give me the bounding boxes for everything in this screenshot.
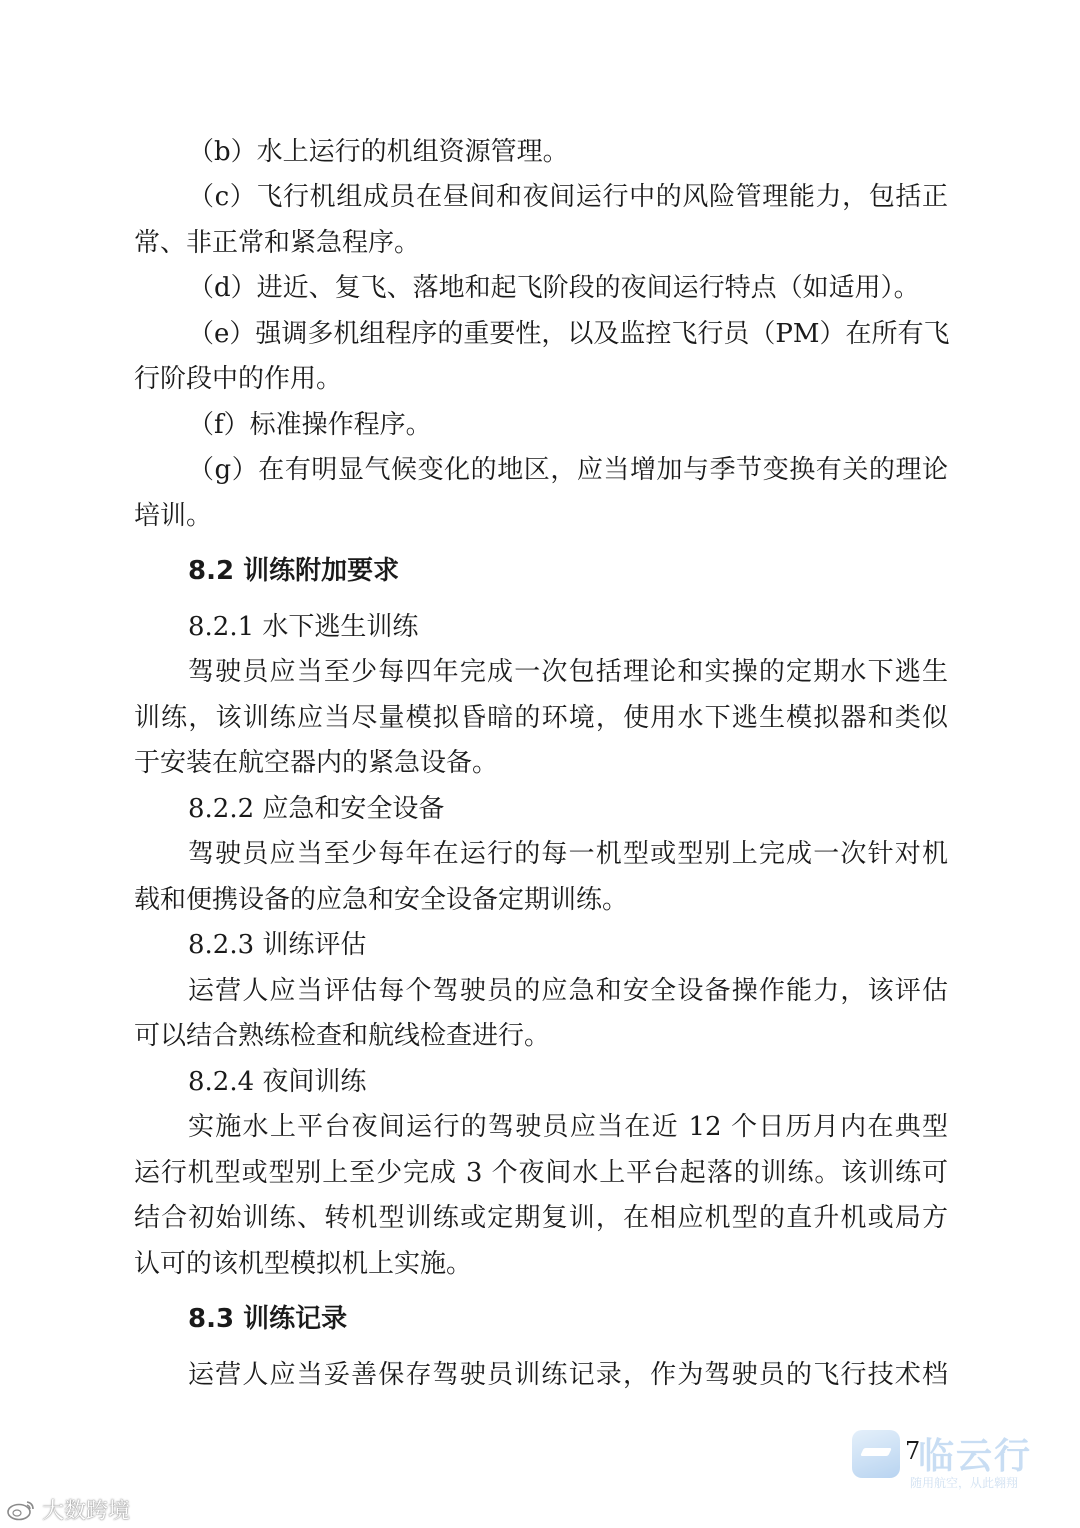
paragraph-8-2-4-line2: 运行机型或型别上至少完成 3 个夜间水上平台起落的训练。该训练可 bbox=[134, 1158, 948, 1188]
watermark-slogan: 随用航空，从此翱翔 bbox=[910, 1476, 1019, 1490]
watermark-logo bbox=[852, 1428, 1042, 1496]
watermark-left bbox=[6, 1494, 130, 1525]
paragraph-d: （d）进近、复飞、落地和起飞阶段的夜间运行特点（如适用）。 bbox=[188, 273, 920, 303]
paragraph-8-2-2-line2: 载和便携设备的应急和安全设备定期训练。 bbox=[134, 885, 629, 915]
paragraph-e-line1: （e）强调多机组程序的重要性，以及监控飞行员（PM）在所有飞 bbox=[188, 319, 950, 349]
paragraph-8-2-3-line1: 运营人应当评估每个驾驶员的应急和安全设备操作能力，该评估 bbox=[188, 976, 948, 1006]
watermark-left-text: 大数跨境 bbox=[42, 1499, 131, 1524]
paragraph-8-2-3-line2: 可以结合熟练检查和航线检查进行。 bbox=[134, 1021, 551, 1051]
paragraph-g-line1: （g）在有明显气候变化的地区，应当增加与季节变换有关的理论 bbox=[188, 455, 948, 485]
page-number: 7 bbox=[905, 1437, 921, 1465]
section-heading-8-3: 8.3 训练记录 bbox=[188, 1304, 348, 1334]
subsection-heading-8-2-4: 8.2.4 夜间训练 bbox=[188, 1067, 367, 1097]
paragraph-e-line2: 行阶段中的作用。 bbox=[134, 364, 343, 394]
paragraph-8-2-1-line3: 于安装在航空器内的紧急设备。 bbox=[134, 748, 499, 778]
weibo-icon bbox=[6, 1499, 36, 1521]
paragraph-c-line1: （c）飞行机组成员在昼间和夜间运行中的风险管理能力，包括正 bbox=[188, 182, 948, 212]
paragraph-8-2-1-line1: 驾驶员应当至少每四年完成一次包括理论和实操的定期水下逃生 bbox=[188, 657, 948, 687]
paragraph-8-2-1-line2: 训练，该训练应当尽量模拟昏暗的环境，使用水下逃生模拟器和类似 bbox=[134, 703, 948, 733]
section-heading-8-2: 8.2 训练附加要求 bbox=[188, 556, 400, 586]
paragraph-g-line2: 培训。 bbox=[134, 501, 213, 531]
paragraph-8-2-2-line1: 驾驶员应当至少每年在运行的每一机型或型别上完成一次针对机 bbox=[188, 839, 948, 869]
subsection-heading-8-2-3: 8.2.3 训练评估 bbox=[188, 930, 367, 960]
paragraph-b: （b）水上运行的机组资源管理。 bbox=[188, 137, 569, 167]
plane-logo-icon bbox=[852, 1430, 900, 1478]
watermark-brand: 临云行 bbox=[918, 1436, 1033, 1477]
paragraph-c-line2: 常、非正常和紧急程序。 bbox=[134, 228, 421, 258]
paragraph-8-2-4-line4: 认可的该机型模拟机上实施。 bbox=[134, 1249, 473, 1279]
paragraph-8-2-4-line1: 实施水上平台夜间运行的驾驶员应当在近 12 个日历月内在典型 bbox=[188, 1112, 948, 1142]
subsection-heading-8-2-1: 8.2.1 水下逃生训练 bbox=[188, 612, 419, 642]
paragraph-8-3-line1: 运营人应当妥善保存驾驶员训练记录，作为驾驶员的飞行技术档 bbox=[188, 1360, 948, 1390]
paragraph-f: （f）标准操作程序。 bbox=[188, 410, 432, 440]
subsection-heading-8-2-2: 8.2.2 应急和安全设备 bbox=[188, 794, 445, 824]
paragraph-8-2-4-line3: 结合初始训练、转机型训练或定期复训，在相应机型的直升机或局方 bbox=[134, 1203, 948, 1233]
